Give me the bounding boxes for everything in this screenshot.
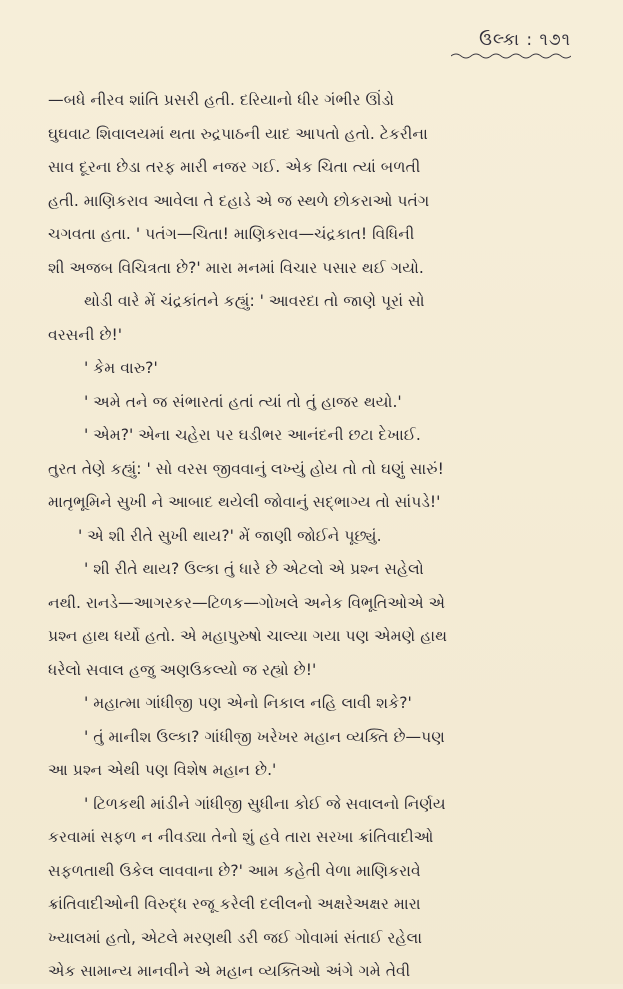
text-line: તુરત તેણે કહ્યું: ' સો વરસ જીવવાનું લખ્યું હોય તો તો ઘણું સારું!: [48, 459, 444, 478]
text-line: ખ્યાલમાં હતો, એટલે મરણથી ડરી જઈ ગોવામાં સંતાઈ રહેલા: [48, 928, 423, 947]
text-line: પ્રશ્ન હાથ ધર્યો હતો. એ મહાપુરુષો ચાલ્યા ગયા પણ એમણે હાથ: [48, 627, 448, 645]
body-text: [48, 84, 580, 989]
text-line: ' કેમ વારુ?': [84, 359, 158, 377]
text-line: ' શી રીતે થાય? ઉલ્કા તું ધારે છે એટલો એ પ્રશ્ન સહેલો: [84, 560, 424, 578]
text-line: ' એમ?' એના ચહેરા પર ઘડીભર આનંદની છટા દેખાઈ.: [84, 426, 421, 444]
text-line: માતૃભૂમિને સુખી ને આબાદ થયેલી જોવાનું સદ્ભાગ્ય તો સાંપડે!': [48, 493, 441, 511]
text-line: —બધે નીરવ શાંતિ પ્રસરી હતી. દરિયાનો ધીર ગંભીર ઊંડો: [48, 91, 395, 109]
text-line: ક્રાંતિવાદીઓની વિરુદ્ધ રજૂ કરેલી દલીલનો અક્ષરેઅક્ષર મારા: [48, 895, 421, 913]
text-line: આ પ્રશ્ન એથી પણ વિશેષ મહાન છે.': [48, 761, 277, 779]
text-line: ' મહાત્મા ગાંધીજી પણ એનો નિકાલ નહિ લાવી શકે?': [84, 694, 412, 712]
text-line: શી અજબ વિચિત્રતા છે?' મારા મનમાં વિચાર પસાર થઈ ગયો.: [48, 258, 424, 277]
text-line: નથી. રાનડે—આગરકર—ટિળક—ગોખલે અનેક વિભૂતિઓએ એ: [48, 593, 446, 612]
text-line: ધરેલો સવાલ હજુ અણઉકલ્યો જ રહ્યો છે!': [48, 660, 317, 679]
text-line: વરસની છે!': [48, 325, 123, 344]
text-line: ' તું માનીશ ઉલ્કા? ગાંધીજી ખરેખર મહાન વ્યક્તિ છે—પણ: [84, 727, 445, 746]
text-line: ' એ શી રીતે સુખી થાય?' મેં જાણી જોઈને પૂછ્યું.: [78, 526, 382, 545]
text-line: હતી. માણિકરાવ આવેલા તે દહાડે એ જ સ્થળે છોકરાઓ પતંગ: [48, 191, 430, 210]
running-head: [451, 30, 571, 60]
text-line: સફળતાથી ઉકેલ લાવવાના છે?' આમ કહેતી વેળા માણિકરાવે: [48, 861, 421, 880]
text-line: એક સામાન્ય માનવીને એ મહાન વ્યક્તિઓ અંગે ગમે તેવી: [48, 962, 411, 980]
page-header-text: ઉલ્કા : ૧૭૧: [479, 30, 571, 50]
text-line: ચગવતા હતા. ' પતંગ—ચિતા! માણિકરાવ—ચંદ્રકાત! વિધિની: [48, 225, 415, 243]
wavy-rule: [451, 52, 571, 60]
text-line: થોડી વારે મેં ચંદ્રકાંતને કહ્યું: ' આવરદા તો જાણે પૂરાં સો: [84, 292, 425, 310]
text-line: ઘુઘવાટ શિવાલયમાં થતા રુદ્રપાઠની યાદ આપતો હતો. ટેકરીના: [48, 124, 428, 143]
text-line: સાવ દૂરના છેડા તરફ મારી નજર ગઈ. એક ચિતા ત્યાં બળતી: [48, 158, 421, 176]
text-line: ' અમે તને જ સંભારતાં હતાં ત્યાં તો તું હાજર થયો.': [84, 392, 402, 411]
text-line: કરવામાં સફળ ન નીવડ્યા તેનો શું હવે તારા સરખા ક્રાંતિવાદીઓ: [48, 828, 434, 846]
text-line: ' ટિળકથી માંડીને ગાંધીજી સુધીના કોઈ જે સવાલનો નિર્ણય: [84, 794, 446, 813]
